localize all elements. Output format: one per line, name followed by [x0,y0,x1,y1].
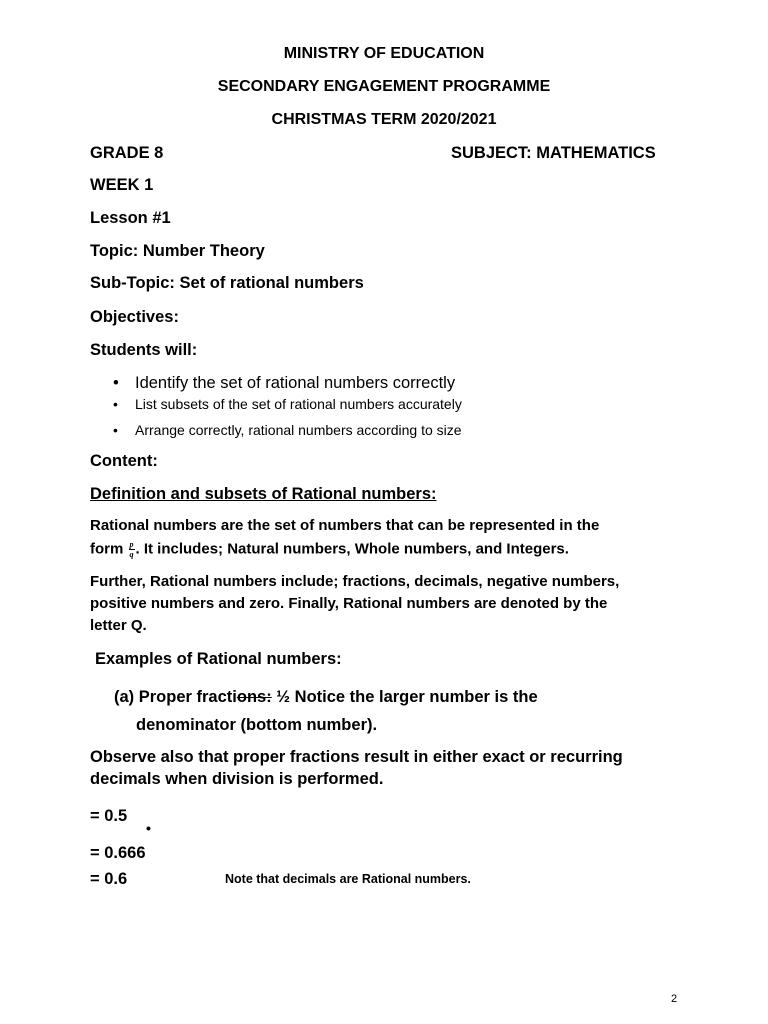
objective-item [113,396,462,412]
fraction-denominator: q [129,550,134,559]
objective-text: Arrange correctly, rational numbers according to size [135,422,462,438]
p-over-q-fraction [129,540,135,559]
decimals-note: Note that decimals are Rational numbers. [225,872,471,886]
observe-line-1: Observe also that proper fractions result in either exact or recurring [90,748,623,766]
page-number: 2 [671,993,678,1005]
definition-line-2-rest: . It includes; Natural numbers, Whole numbers, and Integers. [135,540,569,558]
subject-label: SUBJECT: MATHEMATICS [451,144,656,162]
further-line-3: letter Q. [90,617,147,634]
bullet-icon: • [113,374,119,392]
definition-line-2 [90,540,569,559]
examples-heading: Examples of Rational numbers: [95,650,342,668]
grade-label: GRADE 8 [90,144,164,162]
bullet-icon: • [113,422,118,438]
equation-2: = 0.666 [90,844,146,862]
objective-text: List subsets of the set of rational numbers accurately [135,396,462,412]
fraction-numerator: p [129,540,134,549]
objective-item [113,422,462,438]
further-line-1: Further, Rational numbers include; fractions, decimals, negative numbers, [90,573,620,590]
ministry-title: MINISTRY OF EDUCATION [283,45,485,62]
objective-item [113,374,455,393]
observe-line-2: decimals when division is performed. [90,770,384,788]
subtopic-label: Sub-Topic: Set of rational numbers [90,274,364,292]
topic-label: Topic: Number Theory [90,242,265,260]
example-a-struck: ons: [236,688,272,706]
definition-line-1: Rational numbers are the set of numbers that can be represented in the [90,517,600,534]
students-will-heading: Students will: [90,341,198,359]
example-a-note: ½ Notice the larger number is the [271,688,538,706]
equation-3: = 0.6 [90,870,128,888]
week-label: WEEK 1 [90,176,154,194]
further-line-2: positive numbers and zero. Finally, Rational numbers are denoted by the [90,595,608,612]
example-a-line-2: denominator (bottom number). [136,716,378,734]
bullet-icon: • [113,396,118,412]
objectives-heading: Objectives: [90,308,179,326]
objective-text: Identify the set of rational numbers correctly [135,374,456,392]
form-word: form [90,540,124,558]
content-heading: Content: [90,452,158,470]
equation-1: = 0.5 [90,807,128,825]
definition-heading: Definition and subsets of Rational numbers: [90,485,437,503]
lesson-label: Lesson #1 [90,209,171,227]
programme-title: SECONDARY ENGAGEMENT PROGRAMME [217,78,551,95]
example-a-label: (a) Proper fracti [114,688,237,706]
term-title: CHRISTMAS TERM 2020/2021 [271,111,497,128]
recurring-dot-icon: • [146,820,151,836]
example-a-line-1 [114,688,538,707]
